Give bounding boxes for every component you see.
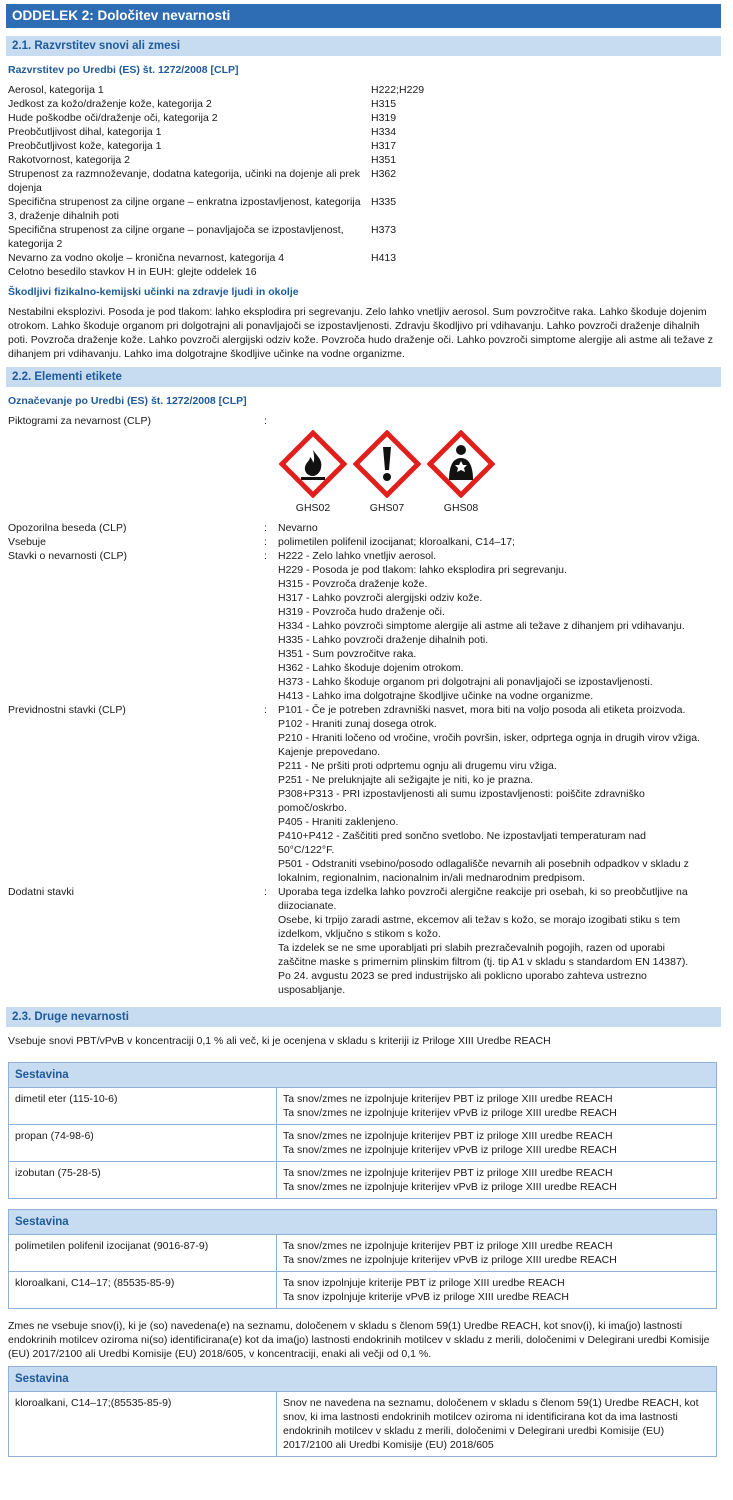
colon: : <box>264 536 267 548</box>
assessment-line: Ta snov izpolnjuje kriterije PBT iz priloge XIII uredbe REACH <box>283 1277 565 1289</box>
precautionary-statement: P210 - Hraniti ločeno od vročine, vročih površin, isker, odprtega ognja in drugih virov vžiga. <box>278 732 700 744</box>
hazard-statement: H317 - Lahko povzroči alergijski odziv kože. <box>278 592 483 604</box>
section-title: ODDELEK 2: Določitev nevarnosti <box>6 4 721 28</box>
hazard-statement: H351 - Sum povzročitve raka. <box>278 648 417 660</box>
contains-row <box>6 535 721 549</box>
subsection-2-2-header: 2.2. Elementi etikete <box>6 367 721 387</box>
classification-label: Nevarno za vodno okolje – kronična nevarnost, kategorija 4 <box>8 252 285 264</box>
additional-statement: zaščitne maske s primernim plinskim filtrom (tj. tip A1 v skladu s standardom EN 14387). <box>278 956 689 968</box>
endocrine-text: Zmes ne vsebuje snov(i), ki je (so) navedena(e) na seznamu, določenem v skladu s členom 59(1) Uredbe REACH, kot snov(i), ki ima(jo) lastnosti endokrinih motilcev oziroma ni(so) identificirana(e) kot da ima(jo) lastnosti endokrinih motilcev v skladu z merili, določenimi v Delegirani uredbi Komisije (EU) 2017/2100 ali Uredbi Komisije (EU) 2018/605, v koncentraciji, enaki ali večji od 0,1 %. <box>8 1320 710 1360</box>
additional-statements-row <box>6 885 721 997</box>
table-header: Sestavina <box>9 1210 717 1235</box>
classification-code: H362 <box>371 168 397 180</box>
assessment-line: Ta snov/zmes ne izpolnjuje kriterijev vPvB iz priloge XIII uredbe REACH <box>283 1254 617 1266</box>
classification-code: H317 <box>371 140 397 152</box>
precautionary-statement: Kajenje prepovedano. <box>278 746 381 758</box>
additional-statements-label: Dodatni stavki <box>8 886 74 898</box>
hazard-statement: H413 - Lahko ima dolgotrajne škodljive učinke na vodne organizme. <box>278 690 594 702</box>
signal-word-label: Opozorilna beseda (CLP) <box>8 522 127 534</box>
classification-list <box>6 83 721 279</box>
endocrine-table <box>8 1366 717 1457</box>
table-row <box>9 1235 717 1272</box>
clp-classification-title: Razvrstitev po Uredbi (ES) št. 1272/2008 [CLP] <box>8 64 239 76</box>
classification-row <box>6 167 721 195</box>
hazard-statement: H319 - Povzroča hudo draženje oči. <box>278 606 445 618</box>
classification-row <box>6 97 721 111</box>
contains-label: Vsebuje <box>8 536 46 548</box>
precautionary-statement: P101 - Če je potreben zdravniški nasvet, mora biti na voljo posoda ali etiketa proizvoda. <box>278 704 686 716</box>
classification-row <box>6 125 721 139</box>
effects-title: Škodljivi fizikalno-kemijski učinki na zdravje ljudi in okolje <box>8 286 299 298</box>
classification-code: H315 <box>371 98 397 110</box>
substance-assessment <box>277 1125 717 1162</box>
effects-text: Nestabilni eksplozivi. Posoda je pod tlakom: lahko eksplodira pri segrevanju. Zelo lahko vnetljiv aerosol. Sum povzročitve raka. Lahko škoduje dojenim otrokom. Lahko škoduje organom pri dolgotrajni ali ponavljajoči se izpostavljenosti. Zdravju škodljivo pri vdihavanju. Lahko povzroči draženje dihalnih poti. Povzroča draženje kože. Lahko povzroči alergijski odziv kože. Povzroča hudo draženje oči. Lahko povzroči simptome alergije ali astme ali težave z dihanjem pri vdihavanju. Lahko ima dolgotrajne škodljive učinke na vodne organizme. <box>8 306 714 360</box>
table-row <box>9 1125 717 1162</box>
colon: : <box>264 704 267 716</box>
classification-code: H413 <box>371 252 397 264</box>
table-row <box>9 1392 717 1457</box>
substance-name: kloroalkani, C14–17;(85535-85-9) <box>9 1392 277 1457</box>
substance-name: dimetil eter (115-10-6) <box>9 1088 277 1125</box>
precautionary-statements-list <box>278 703 721 885</box>
substance-name: propan (74-98-6) <box>9 1125 277 1162</box>
hazard-statement: H373 - Lahko škoduje organom pri dolgotrajni ali ponavljajoči se izpostavljenosti. <box>278 676 653 688</box>
table-header: Sestavina <box>9 1063 717 1088</box>
classification-label: Hude poškodbe oči/draženje oči, kategorija 2 <box>8 112 218 124</box>
classification-label: Jedkost za kožo/draženje kože, kategorija 2 <box>8 98 212 110</box>
substance-assessment <box>277 1272 717 1309</box>
classification-label: Celotno besedilo stavkov H in EUH: glejte oddelek 16 <box>8 266 257 278</box>
assessment-line: Ta snov/zmes ne izpolnjuje kriterijev vPvB iz priloge XIII uredbe REACH <box>283 1144 617 1156</box>
pictogram-ghs07 <box>350 430 424 515</box>
colon: : <box>264 522 267 534</box>
assessment-line: Ta snov/zmes ne izpolnjuje kriterijev PBT iz priloge XIII uredbe REACH <box>283 1167 613 1179</box>
classification-row <box>6 223 721 251</box>
colon: : <box>264 886 267 898</box>
classification-code: H373 <box>371 224 397 236</box>
pictogram-ghs08 <box>424 430 498 515</box>
pbt-table-1 <box>8 1062 717 1199</box>
assessment-line: Ta snov izpolnjuje kriterije vPvB iz priloge XIII uredbe REACH <box>283 1291 569 1303</box>
table-row <box>9 1162 717 1199</box>
precautionary-statement: P211 - Ne pršiti proti odprtemu ognju ali drugemu viru vžiga. <box>278 760 557 772</box>
assessment-line: Ta snov/zmes ne izpolnjuje kriterijev PBT iz priloge XIII uredbe REACH <box>283 1240 613 1252</box>
precautionary-statement: P410+P412 - Zaščititi pred sončno svetlobo. Ne izpostavljati temperaturam nad <box>278 830 646 842</box>
classification-row <box>6 83 721 97</box>
classification-code: H351 <box>371 154 397 166</box>
additional-statement: Po 24. avgustu 2023 se pred industrijsko ali poklicno uporabo zahteva ustrezno <box>278 970 647 982</box>
pictograms-row <box>6 414 721 428</box>
classification-label: Preobčutljivost dihal, kategorija 1 <box>8 126 162 138</box>
hazard-statement: H315 - Povzroča draženje kože. <box>278 578 428 590</box>
precautionary-statements-row <box>6 703 721 885</box>
classification-code: H319 <box>371 112 397 124</box>
precautionary-statements-label: Previdnostni stavki (CLP) <box>8 704 126 716</box>
signal-word-value: Nevarno <box>278 522 318 534</box>
classification-label: Preobčutljivost kože, kategorija 1 <box>8 140 162 152</box>
additional-statement: Ta izdelek se ne sme uporabljati pri slabih prezračevalnih pogojih, razen od uporabi <box>278 942 665 954</box>
hazard-statement: H335 - Lahko povzroči draženje dihalnih poti. <box>278 634 489 646</box>
classification-row <box>6 139 721 153</box>
precautionary-statement: 50°C/122°F. <box>278 844 335 856</box>
table-row <box>9 1272 717 1309</box>
pictogram-code: GHS08 <box>443 502 479 514</box>
classification-label: Aerosol, kategorija 1 <box>8 84 104 96</box>
pictogram-ghs02 <box>276 430 350 515</box>
substance-name: polimetilen polifenil izocijanat (9016-87-9) <box>9 1235 277 1272</box>
substance-assessment <box>277 1162 717 1199</box>
clp-labelling-title: Označevanje po Uredbi (ES) št. 1272/2008 [CLP] <box>8 395 247 407</box>
table-header-row <box>9 1210 717 1235</box>
additional-statement: izdelkom, vključno s stikom s kožo. <box>278 928 441 940</box>
colon: : <box>264 550 267 562</box>
substance-name: izobutan (75-28-5) <box>9 1162 277 1199</box>
precautionary-statement: P308+P313 - PRI izpostavljenosti ali sumu izpostavljenosti: poiščite zdravniško <box>278 788 645 800</box>
hazard-statements-list <box>278 549 721 703</box>
classification-code: H334 <box>371 126 397 138</box>
classification-row <box>6 153 721 167</box>
assessment-line: Snov ne navedena na seznamu, določenem v skladu s členom 59(1) Uredbe REACH, kot snov, ki ima lastnosti endokrinih motilcev oziroma ni identificirana kot da ima lastnosti endokrinih motilcev v skladu z merili, določenimi v Delegirani uredbi Komisije (EU) 2017/2100 ali Uredbi Komisije (EU) 2018/605 <box>283 1397 699 1451</box>
additional-statement: usposabljanje. <box>278 984 346 996</box>
classification-code: H222;H229 <box>371 84 425 96</box>
precautionary-statement: P405 - Hraniti zaklenjeno. <box>278 816 399 828</box>
table-header: Sestavina <box>9 1367 717 1392</box>
colon: : <box>264 415 267 427</box>
substance-name: kloroalkani, C14–17; (85535-85-9) <box>9 1272 277 1309</box>
precautionary-statement: P102 - Hraniti zunaj dosega otrok. <box>278 718 437 730</box>
assessment-line: Ta snov/zmes ne izpolnjuje kriterijev vPvB iz priloge XIII uredbe REACH <box>283 1107 617 1119</box>
classification-row <box>6 265 721 279</box>
substance-assessment <box>277 1235 717 1272</box>
table-row <box>9 1088 717 1125</box>
additional-statements-list <box>278 885 721 997</box>
pictogram-code: GHS07 <box>369 502 405 514</box>
additional-statement: Uporaba tega izdelka lahko povzroči alergične reakcije pri osebah, ki so preobčutljive na <box>278 886 688 898</box>
hazard-statements-label: Stavki o nevarnosti (CLP) <box>8 550 128 562</box>
contains-value: polimetilen polifenil izocijanat; kloroalkani, C14–17; <box>278 536 515 548</box>
hazard-statement: H362 - Lahko škoduje dojenim otrokom. <box>278 662 464 674</box>
classification-row <box>6 195 721 223</box>
additional-statement: diizocianate. <box>278 900 337 912</box>
table-header-row <box>9 1063 717 1088</box>
hazard-statement: H222 - Zelo lahko vnetljiv aerosol. <box>278 550 437 562</box>
classification-row <box>6 111 721 125</box>
classification-label: Specifična strupenost za ciljne organe – enkratna izpostavljenost, kategorija 3, draženje dihalnih poti <box>8 196 361 222</box>
precautionary-statement: lokalnim, regionalnim, nacionalnim in/ali mednarodnim predpisom. <box>278 872 585 884</box>
subsection-2-1-header: 2.1. Razvrstitev snovi ali zmesi <box>6 36 721 56</box>
substance-assessment <box>277 1088 717 1125</box>
assessment-line: Ta snov/zmes ne izpolnjuje kriterijev vPvB iz priloge XIII uredbe REACH <box>283 1181 617 1193</box>
classification-label: Specifična strupenost za ciljne organe – ponavljajoča se izpostavljenost, kategorija 2 <box>8 224 344 250</box>
exclamation-icon <box>353 430 421 498</box>
precautionary-statement: P251 - Ne preluknjajte ali sežigajte je niti, ko je prazna. <box>278 774 534 786</box>
classification-code: H335 <box>371 196 397 208</box>
substance-assessment <box>277 1392 717 1457</box>
precautionary-statement: P501 - Odstraniti vsebino/posodo odlagališče nevarnih ali posebnih odpadkov v skladu z <box>278 858 689 870</box>
table-header-row <box>9 1367 717 1392</box>
classification-code <box>371 265 721 279</box>
additional-statement: Osebe, ki trpijo zaradi astme, ekcemov ali težav s kožo, se morajo izogibati stiku s tem <box>278 914 681 926</box>
classification-label: Rakotvornost, kategorija 2 <box>8 154 130 166</box>
pictograms-label: Piktogrami za nevarnost (CLP) <box>8 415 151 427</box>
pbt-intro-text: Vsebuje snovi PBT/vPvB v koncentraciji 0,1 % ali več, ki je ocenjena v skladu s kriteriji iz Priloge XIII Uredbe REACH <box>8 1035 551 1047</box>
hazard-statement: H229 - Posoda je pod tlakom: lahko eksplodira pri segrevanju. <box>278 564 567 576</box>
classification-row <box>6 251 721 265</box>
subsection-2-3-header: 2.3. Druge nevarnosti <box>6 1007 721 1027</box>
assessment-line: Ta snov/zmes ne izpolnjuje kriterijev PBT iz priloge XIII uredbe REACH <box>283 1130 613 1142</box>
precautionary-statement: pomoč/oskrbo. <box>278 802 347 814</box>
hazard-statements-row <box>6 549 721 703</box>
assessment-line: Ta snov/zmes ne izpolnjuje kriterijev PBT iz priloge XIII uredbe REACH <box>283 1093 613 1105</box>
pbt-table-2 <box>8 1209 717 1309</box>
health-hazard-icon <box>427 430 495 498</box>
pictogram-group <box>276 430 721 515</box>
signal-word-row <box>6 521 721 535</box>
pictogram-code: GHS02 <box>295 502 331 514</box>
flame-icon <box>279 430 347 498</box>
hazard-statement: H334 - Lahko povzroči simptome alergije ali astme ali težave z dihanjem pri vdihavanju. <box>278 620 685 632</box>
classification-label: Strupenost za razmnoževanje, dodatna kategorija, učinki na dojenje ali prek dojenja <box>8 168 360 194</box>
